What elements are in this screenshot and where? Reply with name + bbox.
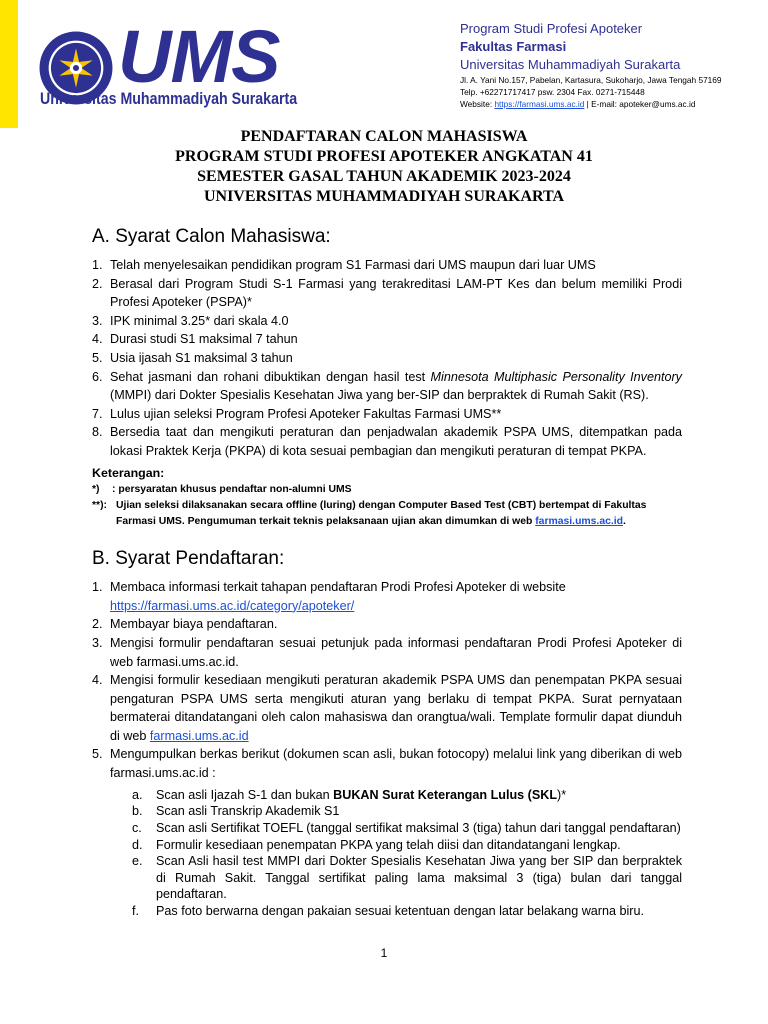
- item-text-post: (MMPI) dari Dokter Spesialis Kesehatan Jiwa yang ber-SIP dan berpraktek di Rumah Sakit (RS).: [110, 388, 649, 403]
- apoteker-category-link[interactable]: https://farmasi.ums.ac.id/category/apoteker/: [110, 598, 355, 613]
- contact-university: Universitas Muhammadiyah Surakarta: [460, 57, 681, 72]
- section-a-heading: A. Syarat Calon Mahasiswa:: [92, 226, 331, 247]
- item-number: 7.: [92, 406, 103, 421]
- sub-text: Scan asli Transkrip Akademik S1: [156, 804, 340, 819]
- item-text: Berasal dari Program Studi S-1 Farmasi yang terakreditasi LAM-PT Kes dan belum memiliki Prodi Profesi Apoteker (PSPA)*: [110, 276, 682, 310]
- item-text: Membayar biaya pendaftaran.: [110, 617, 278, 632]
- address: Jl. A. Yani No.157, Pabelan, Kartasura, Sukoharjo, Jawa Tengah 57169: [460, 75, 722, 85]
- item-number: 2.: [92, 617, 103, 632]
- item-text-body: Mengisi formulir kesediaan mengikuti peraturan akademik PSPA UMS dan penempatan PKPA sesuai pengaturan PSPA UMS serta mengikuti aturan yang berlaku di tempat PKPA. Surat pernyataan bermaterai ditandatangani oleh calon mahasiswa dan orangtua/wali. Template formulir dapat diunduh di web: [110, 673, 682, 743]
- item-number: 4.: [92, 332, 103, 347]
- item-text: Telah menyelesaikan pendidikan program S1 Farmasi dari UMS maupun dari luar UMS: [110, 258, 596, 272]
- item-text: Bersedia taat dan mengikuti peraturan dan penjadwalan akademik PSPA UMS, ditempatkan pada lokasi Praktek Kerja (PKPA) di kota sesuai pembagian dan mengikuti peraturan di tempat PKPA.: [110, 425, 682, 458]
- item-number: 1.: [92, 258, 103, 272]
- item-number: 1.: [92, 580, 103, 595]
- title-line-2: PROGRAM STUDI PROFESI APOTEKER ANGKATAN 41: [175, 148, 593, 165]
- mmpi-term: Minnesota Multiphasic Personality Inventory: [430, 369, 682, 384]
- sub-item: [110, 787, 682, 803]
- item-number: 3.: [92, 635, 103, 650]
- sub-text: Scan asli Sertifikat TOEFL (tanggal sertifikat maksimal 3 (tiga) tahun dari tanggal pendaftaran): [156, 821, 681, 836]
- list-item: [92, 615, 682, 634]
- sub-letter: d.: [132, 837, 143, 852]
- phone: Telp. +62271717417 psw. 2304 Fax. 0271-715448: [460, 87, 645, 97]
- sub-item: [110, 853, 682, 902]
- sub-letter: a.: [132, 787, 143, 802]
- list-item: [92, 312, 682, 331]
- item-text: [110, 671, 682, 745]
- list-item: [92, 330, 682, 349]
- list-item: [92, 634, 682, 671]
- email-text: | E-mail: apoteker@ums.ac.id: [584, 99, 696, 109]
- section-b-list: [92, 578, 682, 783]
- sub-text: Pas foto berwarna dengan pakaian sesuai ketentuan dengan latar belakang warna biru.: [156, 903, 645, 918]
- program-name: Program Studi Profesi Apoteker: [460, 21, 643, 36]
- accent-bar: [0, 0, 18, 128]
- list-item: [92, 671, 682, 745]
- item-number: 5.: [92, 747, 103, 762]
- title-line-1: PENDAFTARAN CALON MAHASISWA: [240, 128, 528, 145]
- item-number: 6.: [92, 369, 103, 384]
- note-1: [92, 482, 682, 498]
- sub-item: [110, 820, 682, 836]
- item-text: Usia ijasah S1 maksimal 3 tahun: [110, 350, 293, 365]
- item-number: 3.: [92, 313, 103, 328]
- section-b-heading: B. Syarat Pendaftaran:: [92, 548, 285, 570]
- list-item: [92, 405, 682, 424]
- skl-emphasis: BUKAN Surat Keterangan Lulus (SKL: [333, 787, 558, 802]
- title-line-3: SEMESTER GASAL TAHUN AKADEMIK 2023-2024: [197, 168, 571, 185]
- item-text: Lulus ujian seleksi Program Profesi Apoteker Fakultas Farmasi UMS**: [110, 406, 502, 421]
- list-item: [92, 349, 682, 368]
- item-text: IPK minimal 3.25* dari skala 4.0: [110, 313, 289, 328]
- note-marker: **):: [92, 500, 108, 512]
- note-text: : persyaratan khusus pendaftar non-alumni UMS: [112, 484, 352, 496]
- item-text: [110, 578, 682, 615]
- title-line-4: UNIVERSITAS MUHAMMADIYAH SURAKARTA: [203, 188, 565, 205]
- ums-wordmark: UMS: [118, 15, 280, 98]
- farmasi-link[interactable]: farmasi.ums.ac.id: [535, 516, 624, 528]
- item-number: 2.: [92, 276, 103, 291]
- list-item: [92, 368, 682, 405]
- item-number: 4.: [92, 673, 103, 688]
- note-2: [92, 498, 682, 530]
- template-link[interactable]: farmasi.ums.ac.id: [149, 728, 249, 743]
- sub-letter: c.: [132, 821, 142, 836]
- note-marker: *): [92, 484, 100, 496]
- list-item: [92, 578, 682, 615]
- sub-letter: b.: [132, 804, 143, 819]
- note-text-end: .: [623, 516, 626, 528]
- website-link[interactable]: https://farmasi.ums.ac.id: [494, 99, 585, 109]
- document-title: [0, 127, 768, 207]
- sub-letter: e.: [132, 854, 143, 869]
- sub-item: [110, 903, 682, 919]
- sub-text: [156, 787, 682, 803]
- document-body: [92, 222, 682, 919]
- sub-item: [110, 837, 682, 853]
- item-text: [110, 368, 682, 405]
- website-label: Website:: [460, 99, 495, 109]
- item-text-body: Membaca informasi terkait tahapan pendaftaran Prodi Profesi Apoteker di website: [110, 580, 566, 595]
- sub-text: Scan Asli hasil test MMPI dari Dokter Spesialis Kesehatan Jiwa yang ber SIP dan berpraktek di Rumah Sakit. Tanggal sertifikat paling lama maksimal 3 (tiga) bulan dari tanggal pendaftaran.: [156, 854, 682, 901]
- document-sublist: [110, 787, 682, 919]
- list-item: [92, 256, 682, 275]
- list-item: [92, 745, 682, 782]
- sub-text-pre: Scan asli Ijazah S-1 dan bukan: [156, 787, 334, 802]
- item-text-pre: Sehat jasmani dan rohani dibuktikan dengan hasil test: [110, 369, 431, 384]
- page-number: 1: [380, 946, 388, 960]
- university-name: Universitas Muhammadiyah Surakarta: [40, 90, 298, 108]
- website-email: [460, 98, 760, 110]
- sub-text-post: )*: [557, 787, 567, 802]
- list-item: [92, 275, 682, 312]
- sub-letter: f.: [132, 903, 139, 918]
- note-text-body: Ujian seleksi dilaksanakan secara offline (luring) dengan Computer Based Test (CBT) bertempat di Fakultas Farmasi UMS. Pengumuman terkait teknis pelaksanaan ujian akan dimumkan di web: [116, 500, 647, 528]
- list-item: [92, 423, 682, 460]
- section-a-list: [92, 256, 682, 461]
- note-text: [116, 498, 682, 530]
- faculty-name: Fakultas Farmasi: [460, 39, 567, 54]
- item-number: 5.: [92, 350, 103, 365]
- item-number: 8.: [92, 425, 103, 440]
- item-text: Durasi studi S1 maksimal 7 tahun: [110, 332, 298, 347]
- item-text: Mengumpulkan berkas berikut (dokumen scan asli, bukan fotocopy) melalui link yang diberikan di web farmasi.ums.ac.id :: [110, 747, 682, 781]
- item-text: Mengisi formulir pendaftaran sesuai petunjuk pada informasi pendaftaran Prodi Profesi Apoteker di web farmasi.ums.ac.id.: [110, 635, 682, 669]
- sub-item: [110, 803, 682, 819]
- sub-text: Formulir kesediaan penempatan PKPA yang telah diisi dan ditandatangani lengkap.: [156, 837, 621, 852]
- notes-label: Keterangan:: [92, 465, 165, 480]
- contact-block: [460, 20, 760, 110]
